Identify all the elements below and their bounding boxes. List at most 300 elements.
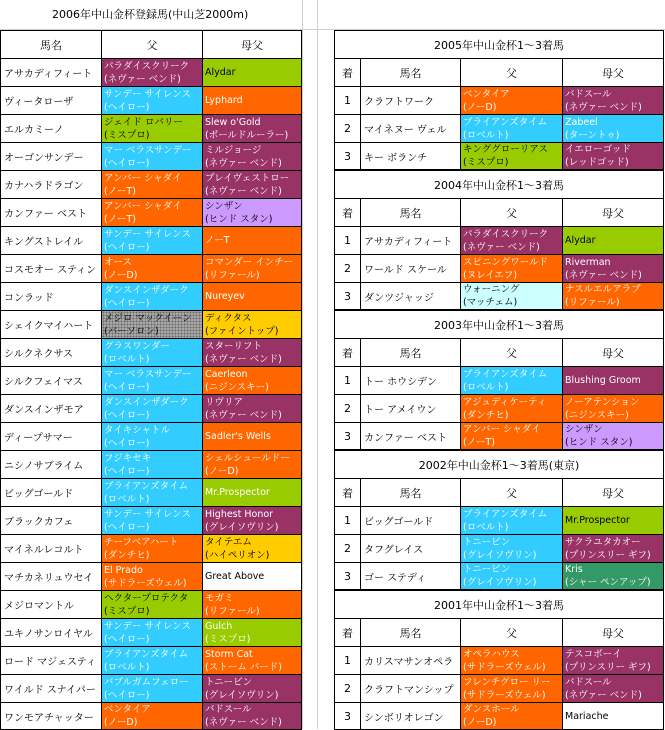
cell-line: (ヘイロー) [104,381,150,393]
table-header [334,198,664,226]
cell-line: タイテエム [205,536,252,548]
cell-line: (ファイントップ) [205,325,279,337]
sire-cell[interactable] [101,114,202,142]
horse-name[interactable]: コンラッド [0,282,101,310]
cell-line: フジキセキ [104,452,152,464]
table-row [334,702,664,730]
cell-line: (リファール) [205,269,260,281]
cell-line: ブライアンズタイム [463,508,548,520]
table-header [334,58,664,86]
cell-line: (ハイペリオン) [205,549,270,561]
cell-line: (ダンチヒ) [104,549,150,561]
header-cell: 着 [334,618,360,646]
damsire-cell[interactable] [202,646,302,674]
cell-line: (サドラーズウェル) [463,689,546,701]
damsire-cell[interactable] [562,226,664,254]
table-row [334,394,664,422]
cell-line: ブライアンズタイム [104,648,189,660]
cell-line: サンデー サイレンス [104,620,191,632]
cell-line: ブライアンズタイム [104,480,189,492]
cell-line: バドスール [565,88,612,100]
damsire-cell[interactable] [202,142,302,170]
cell-line: イエローゴッド [565,144,631,155]
sire-cell[interactable] [101,198,202,226]
table-row [0,394,302,422]
damsire-cell[interactable] [202,674,302,702]
cell-line: バドスール [565,676,612,688]
sire-cell[interactable] [101,86,202,114]
table-row [0,198,302,226]
horse-name[interactable]: ディープサマー [0,422,101,450]
cell-line: トニービン [463,564,511,575]
sire-cell[interactable] [101,618,202,646]
damsire-cell[interactable] [202,478,302,506]
horse-name[interactable]: カンファー ベスト [360,422,460,450]
horse-name[interactable]: クラフトワーク [360,86,460,114]
table-row [0,702,302,730]
cell-line: ディクタス [205,312,252,324]
damsire-cell[interactable] [202,366,302,394]
header-cell: 母父 [202,30,302,58]
horse-name[interactable]: タフグレイス [360,534,460,562]
finish-position: 3 [334,562,360,590]
horse-name[interactable]: メジロマントル [0,590,101,618]
cell-line: パラダイスクリーク [463,228,549,240]
table-row [0,646,302,674]
table-row [0,562,302,590]
cell-line: ダンスインザダーク [104,284,189,296]
cell-line: (ボールドルーラー) [205,129,289,141]
cell-line: (プリンスリー ギフ) [565,661,651,673]
table-header [334,478,664,506]
cell-line: モガミ [205,592,234,604]
table-row [334,674,664,702]
cell-line: ダンスホール [463,704,520,715]
cell-line: Gulch [205,620,233,632]
cell-line: オペラハウス [463,648,520,660]
table-row [334,562,664,590]
damsire-cell[interactable] [202,310,302,338]
horse-name[interactable]: カリスマサンオペラ [360,646,460,674]
cell-line: Zabeel [565,116,598,128]
finish-position: 1 [334,646,360,674]
cell-line: Blushing Groom [565,375,641,386]
cell-line: ブライアンズタイム [463,368,548,380]
finish-position: 1 [334,226,360,254]
sire-cell[interactable] [460,646,562,674]
cell-line: (グレイソヴリン) [205,521,279,533]
cell-line: (ロベルト) [463,381,509,393]
sire-cell[interactable] [460,366,562,394]
table-row [0,338,302,366]
table-row [334,114,664,142]
cell-line: キンググローリアス [463,144,548,155]
cell-line: Storm Cat [205,648,253,660]
sire-cell[interactable] [101,506,202,534]
cell-line: (ロベルト) [104,661,150,673]
horse-name[interactable]: ビッグゴールド [360,506,460,534]
cell-line: Mr.Prospector [205,487,270,498]
cell-line: ベンタイア [463,88,510,100]
sire-cell[interactable] [460,674,562,702]
cell-line: トニービン [463,536,511,548]
horse-name[interactable]: キングストレイル [0,226,101,254]
finish-position: 3 [334,142,360,170]
sire-cell[interactable] [460,422,562,450]
table-row [334,254,664,282]
cell-line: (ネヴァー ベンド) [565,269,642,281]
table-header [334,338,664,366]
cell-line: (ヌレイエフ) [463,269,518,281]
sire-cell[interactable] [460,394,562,422]
horse-name[interactable]: シェイクマイハート [0,310,101,338]
cell-line: スターリフト [205,340,263,352]
table-row [0,226,302,254]
cell-line: (リファール) [205,605,260,617]
damsire-cell[interactable] [562,254,664,282]
damsire-cell[interactable] [202,198,302,226]
horse-name[interactable]: マイネルレコルト [0,534,101,562]
cell-line: (ロベルト) [463,521,509,533]
cell-line: (シャー ペンアップ) [565,577,651,588]
cell-line: ベンタイア [104,704,151,715]
damsire-cell[interactable] [202,86,302,114]
sire-cell[interactable] [101,450,202,478]
cell-line: (ノーT) [104,213,136,225]
cell-line: Alydar [565,235,596,246]
table-row [334,422,664,450]
horse-name[interactable]: ワンモアチャッター [0,702,101,730]
cell-line: (ロベルト) [463,129,509,141]
finish-position: 1 [334,86,360,114]
cell-line: スピニングワールド [463,256,549,268]
sire-cell[interactable] [101,338,202,366]
damsire-cell[interactable] [562,646,664,674]
table-header [334,618,664,646]
damsire-cell[interactable] [202,590,302,618]
horse-name[interactable]: ダンツジャッジ [360,282,460,310]
table-row [0,58,302,86]
horse-name[interactable]: アサカディフィート [360,226,460,254]
sire-cell[interactable] [101,58,202,86]
horse-name[interactable]: ワールド スケール [360,254,460,282]
cell-line: (グレイソヴリン) [463,549,537,561]
damsire-cell[interactable] [562,702,664,730]
horse-name[interactable]: アサカディフィート [0,58,101,86]
cell-line: (サドラーズウェル) [463,661,546,673]
cell-line: (ノーT) [104,185,136,197]
sire-cell[interactable] [101,534,202,562]
header-cell: 父 [460,618,562,646]
cell-line: Riverman [565,256,611,268]
header-cell: 着 [334,198,360,226]
table-row [0,422,302,450]
cell-line: Lyphard [205,95,243,106]
damsire-cell[interactable] [202,394,302,422]
horse-name[interactable]: オーゴンサンデー [0,142,101,170]
sire-cell[interactable] [101,366,202,394]
cell-line: (ターントゥ) [565,129,620,141]
cell-line: (マッチェム) [463,297,518,308]
horse-name[interactable]: トー ホウシデン [360,366,460,394]
cell-line: マー ベラスサンデー [104,144,192,156]
cell-line: トニービン [205,676,253,688]
damsire-cell[interactable] [562,142,664,170]
damsire-cell[interactable] [562,422,664,450]
horse-name[interactable]: マイネヌー ヴェル [360,114,460,142]
finish-position: 2 [334,394,360,422]
damsire-cell[interactable] [202,254,302,282]
cell-line: Mr.Prospector [565,515,630,526]
damsire-cell[interactable] [202,450,302,478]
sire-cell[interactable] [101,674,202,702]
cell-line: (ネヴァー ベンド) [205,353,282,365]
table-row [0,282,302,310]
sheet-gridline [302,0,303,729]
cell-line: (プリンスリー ギフ) [565,549,651,561]
cell-line: Nureyev [205,291,245,302]
cell-line: (ノーD) [205,465,239,477]
cell-line: (ニジンスキー) [565,409,629,421]
sire-cell[interactable] [460,114,562,142]
cell-line: (ヘイロー) [104,465,150,477]
horse-name[interactable]: ニシノサブライム [0,450,101,478]
cell-line: シンザン [205,200,243,212]
horse-name[interactable]: ゴー ステディ [360,562,460,590]
damsire-cell[interactable] [202,58,302,86]
damsire-cell[interactable] [202,562,302,590]
header-cell: 着 [334,478,360,506]
horse-name[interactable]: ブラックカフェ [0,506,101,534]
cell-line: Highest Honor [205,508,274,520]
cell-line: (ヘイロー) [104,241,150,253]
cell-line: (ロベルト) [104,353,150,365]
cell-line: (レッドゴッド) [565,157,629,168]
damsire-cell[interactable] [562,674,664,702]
sire-cell[interactable] [460,86,562,114]
table-row [0,142,302,170]
horse-name[interactable]: ワイルド スナイパー [0,674,101,702]
header-cell: 着 [334,338,360,366]
cell-line: (ネヴァー ベンド) [205,185,282,197]
damsire-cell[interactable] [562,366,664,394]
cell-line: (ネヴァー ベンド) [205,409,282,421]
damsire-cell[interactable] [202,226,302,254]
cell-line: アンバー シャダイ [463,424,541,435]
finish-position: 3 [334,702,360,730]
cell-line: (ヒンド スタン) [205,213,273,225]
cell-line: シェルシュールドー [205,452,290,464]
horse-name[interactable]: マチカネリュウセイ [0,562,101,590]
table-row [334,534,664,562]
horse-name[interactable]: カンファー ベスト [0,198,101,226]
sire-cell[interactable] [101,422,202,450]
horse-name[interactable]: シンボリオレゴン [360,702,460,730]
damsire-cell[interactable] [562,534,664,562]
horse-name[interactable]: クラフトマンシップ [360,674,460,702]
sire-cell[interactable] [101,254,202,282]
cell-line: Mariache [565,710,609,722]
sire-cell[interactable] [101,310,202,338]
sire-cell[interactable] [101,142,202,170]
result-table-title: 2003年中山金杯1～3着馬 [334,310,664,338]
cell-line: Caerleon [205,368,248,380]
cell-line: リヴリア [205,396,244,408]
result-table-title: 2002年中山金杯1～3着馬(東京) [334,450,664,478]
horse-name[interactable]: ヴィータローザ [0,86,101,114]
cell-line: (ヘイロー) [104,633,150,645]
cell-line: アジュディケーティ [463,396,547,408]
horse-name[interactable]: キー ボランチ [360,142,460,170]
cell-line: グラスワンダー [104,340,170,352]
cell-line: ジェイド ロバリー [104,116,183,128]
header-cell: 馬名 [0,30,101,58]
damsire-cell[interactable] [202,534,302,562]
cell-line: Kris [565,564,583,575]
cell-line: マー ベラスサンデー [104,368,192,380]
cell-line: Slew o'Gold [205,116,261,128]
damsire-cell[interactable] [202,282,302,310]
header-cell: 父 [101,30,202,58]
horse-name[interactable]: ユキノサンロイヤル [0,618,101,646]
damsire-cell[interactable] [562,506,664,534]
horse-name[interactable]: ロード マジェスティ [0,646,101,674]
damsire-cell[interactable] [562,86,664,114]
cell-line: (ヘイロー) [104,521,150,533]
damsire-cell[interactable] [202,702,302,730]
header-cell: 母父 [562,618,664,646]
sire-cell[interactable] [101,394,202,422]
header-cell: 馬名 [360,58,460,86]
sire-cell[interactable] [101,170,202,198]
table-row [334,282,664,310]
table-row [0,114,302,142]
cell-line: El Prado [104,564,143,576]
horse-name[interactable]: エルカミーノ [0,114,101,142]
sire-cell[interactable] [460,534,562,562]
sire-cell[interactable] [460,562,562,590]
header-cell: 母父 [562,478,664,506]
horse-name[interactable]: コスモオー スティン [0,254,101,282]
cell-line: (ネヴァー ベンド) [205,157,282,169]
cell-line: サンデー サイレンス [104,88,191,100]
cell-line: ダンスインザダーク [104,396,189,408]
header-cell: 母父 [562,58,664,86]
cell-line: パラダイスクリーク [104,60,190,72]
sire-cell[interactable] [460,226,562,254]
cell-line: (サドラーズウェル) [104,577,187,589]
cell-line: メジロ マックイーン [104,312,192,324]
sire-cell[interactable] [101,590,202,618]
cell-line: オース [104,256,133,268]
result-table-title: 2004年中山金杯1～3着馬 [334,170,664,198]
cell-line: (ネヴァー ベンド) [565,689,642,701]
cell-line: (ヘイロー) [104,157,150,169]
finish-position: 2 [334,114,360,142]
horse-name[interactable]: ビッグゴールド [0,478,101,506]
table-row [0,506,302,534]
damsire-cell[interactable] [202,338,302,366]
table-row [0,366,302,394]
table-row [334,226,664,254]
damsire-cell[interactable] [562,114,664,142]
sire-cell[interactable] [101,478,202,506]
sire-cell[interactable] [460,254,562,282]
cell-line: (ヘイロー) [104,297,150,309]
damsire-cell[interactable] [562,562,664,590]
cell-line: バドスール [205,704,252,715]
header-cell: 父 [460,478,562,506]
cell-line: ヘクタープロテクタ [104,592,189,604]
sire-cell[interactable] [460,506,562,534]
table-row [0,478,302,506]
cell-line: ノーT [205,235,230,246]
cell-line: (ヒンド スタン) [565,437,633,448]
damsire-cell[interactable] [202,506,302,534]
result-table-title: 2001年中山金杯1～3着馬 [334,590,664,618]
header-cell: 父 [460,58,562,86]
sire-cell[interactable] [460,142,562,170]
sire-cell[interactable] [101,562,202,590]
table-header [0,30,302,58]
sire-cell[interactable] [101,646,202,674]
sire-cell[interactable] [101,282,202,310]
cell-line: (ネヴァー ベンド) [205,717,282,728]
cell-line: (ネヴァー ベンド) [463,241,540,253]
damsire-cell[interactable] [202,170,302,198]
table-row [0,534,302,562]
damsire-cell[interactable] [202,422,302,450]
table-row [0,254,302,282]
cell-line: フレンチグロー リー [463,676,551,688]
horse-name[interactable]: トー アメイウン [360,394,460,422]
damsire-cell[interactable] [562,282,664,310]
cell-line: (グレイソヴリン) [463,577,537,588]
horse-name[interactable]: シルクフェイマス [0,366,101,394]
cell-line: (ネヴァー ベンド) [104,73,181,85]
cell-line: (ネヴァー ベンド) [565,101,642,113]
sire-cell[interactable] [101,702,202,730]
cell-line: アンバー シャダイ [104,172,182,184]
header-cell: 父 [460,198,562,226]
damsire-cell[interactable] [202,618,302,646]
cell-line: (ノーT) [463,437,495,448]
cell-line: ミルジョージ [205,144,262,156]
sire-cell[interactable] [460,702,562,730]
sire-cell[interactable] [101,226,202,254]
cell-line: (ヘイロー) [104,437,150,449]
cell-line: (ノーD) [463,101,497,113]
cell-line: (ミスプロ) [104,605,150,617]
horse-name[interactable]: シルクネクサス [0,338,101,366]
cell-line: ナスルエルアラブ [565,284,641,295]
table-row [334,646,664,674]
horse-name[interactable]: カナハラドラゴン [0,170,101,198]
sire-cell[interactable] [460,282,562,310]
cell-line: (ストーム バード) [205,661,282,673]
cell-line: シンザン [565,424,603,435]
cell-line: サンデー サイレンス [104,508,191,520]
cell-line: (パーソロン) [104,325,159,337]
table-row [0,170,302,198]
cell-line: Alydar [205,67,236,78]
damsire-cell[interactable] [202,114,302,142]
finish-position: 1 [334,506,360,534]
damsire-cell[interactable] [562,394,664,422]
result-table-title: 2005年中山金杯1～3着馬 [334,30,664,58]
horse-name[interactable]: ダンスインザモア [0,394,101,422]
cell-line: (ノーD) [463,717,497,728]
